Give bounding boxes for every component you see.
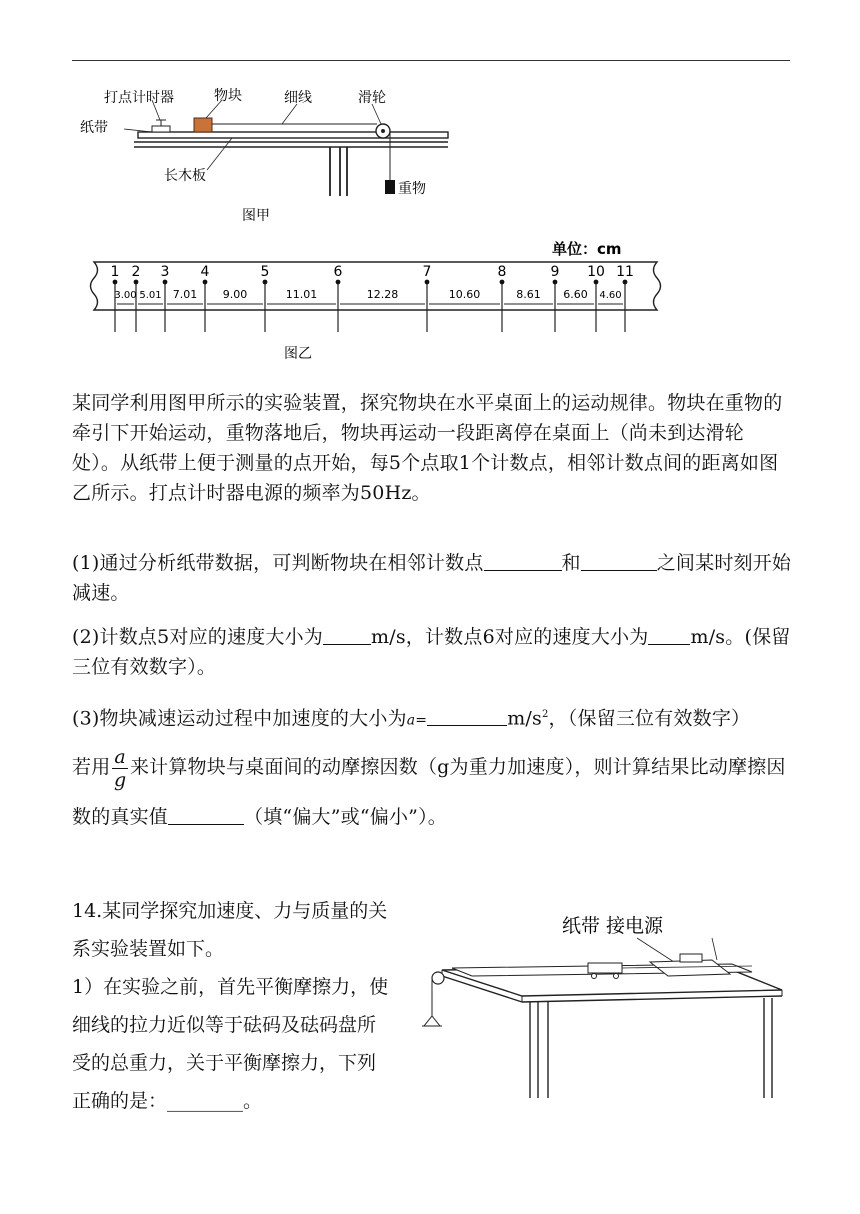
tape-point-number: 5 xyxy=(260,264,270,280)
q3-blank[interactable] xyxy=(427,705,507,726)
label-block: 物块 xyxy=(214,88,242,104)
label-pulley: 滑轮 xyxy=(358,90,386,106)
figure-14 xyxy=(412,900,792,1100)
tape-dot xyxy=(623,280,628,285)
frac-num: a xyxy=(114,745,126,768)
problem13-q4 xyxy=(72,742,792,842)
q2-blank-2[interactable] xyxy=(648,624,690,645)
tape-dot xyxy=(263,280,268,285)
tape-segment-label: 6.60 xyxy=(563,288,588,301)
caption-yi: 图乙 xyxy=(284,346,312,362)
tape-point-number: 2 xyxy=(131,264,141,280)
tape-segment-label: 9.00 xyxy=(222,288,248,301)
q3-text-c: ，（保留三位有效数字） xyxy=(548,707,751,730)
q3-text-a: (3)物块减速运动过程中加速度的大小为 xyxy=(72,707,407,730)
tape-point-number: 6 xyxy=(333,264,343,280)
label-weight: 重物 xyxy=(398,181,426,197)
label-timer: 打点计时器 xyxy=(104,90,174,106)
top-rule xyxy=(72,60,790,61)
figure-yi xyxy=(72,232,672,367)
p14-line2: 系实验装置如下。 xyxy=(72,938,225,960)
tape-segment-label: 7.01 xyxy=(172,288,198,301)
problem13-intro: 某同学利用图甲所示的实验装置，探究物块在水平桌面上的运动规律。物块在重物的牵引下开始运动，重物落地后，物块再运动一段距离停在桌面上（尚未到达滑轮处）。从纸带上便于测量的点开始，每5个点取1个计数点，相邻计数点间的距离如图乙所示。打点计时器电源的频率为50Hz。 xyxy=(72,392,783,504)
q2-blank-1[interactable] xyxy=(323,624,371,645)
tape-segment-label: 12.28 xyxy=(366,288,399,301)
label-board: 长木板 xyxy=(164,168,206,184)
fraction-a-over-g xyxy=(112,746,128,791)
tape-segment-label: 5.01 xyxy=(139,290,162,301)
tape-segment-label: 3.00 xyxy=(114,290,137,301)
tape-dot xyxy=(425,280,430,285)
q1-blank-2[interactable] xyxy=(581,550,657,571)
q3-exp: 2 xyxy=(541,709,549,720)
tape-dot xyxy=(336,280,341,285)
label-tape: 纸带 xyxy=(80,120,108,136)
label-string: 细线 xyxy=(284,90,312,106)
tape-dot xyxy=(500,280,505,285)
tape-segment-label: 10.60 xyxy=(448,288,481,301)
q4-text-a: 若用 xyxy=(72,756,111,778)
p14-line1: 14.某同学探究加速度、力与质量的关 xyxy=(72,900,388,922)
figure-jia xyxy=(72,80,452,230)
tape-dot xyxy=(113,280,118,285)
tape-segment-label: 11.01 xyxy=(285,288,318,301)
problem13-q2 xyxy=(72,622,792,682)
p14-line5: 受的总重力，关于平衡摩擦力，下列 xyxy=(72,1052,377,1074)
p14-line3: 1）在实验之前，首先平衡摩擦力，使 xyxy=(72,976,389,998)
tape-dot xyxy=(203,280,208,285)
q2-text-b: m/s，计数点6对应的速度大小为 xyxy=(371,626,649,648)
q1-blank-1[interactable] xyxy=(484,550,562,571)
tape-dot xyxy=(134,280,139,285)
tape-point-number: 11 xyxy=(616,264,634,280)
tape-point-number: 1 xyxy=(110,264,120,280)
tape-point-number: 8 xyxy=(497,264,507,280)
q1-text-c: 之间某时刻开始减速。 xyxy=(72,552,792,604)
p14-line6: 正确的是：________。 xyxy=(72,1090,263,1112)
q3-unit: m/s xyxy=(507,707,542,730)
unit-label: 单位：cm xyxy=(552,240,622,258)
q4-text-c: （填“偏大”或“偏小”）。 xyxy=(244,806,447,828)
tape-point-number: 10 xyxy=(587,264,605,280)
fig14-label: 纸带 接电源 xyxy=(562,915,664,937)
q1-text-a: (1)通过分析纸带数据，可判断物块在相邻计数点 xyxy=(72,552,484,574)
q3-eq: = xyxy=(415,712,428,729)
tape-dot xyxy=(553,280,558,285)
p14-line4: 细线的拉力近似等于砝码及砝码盘所 xyxy=(72,1014,377,1036)
frac-den: g xyxy=(113,768,127,791)
problem14-text xyxy=(72,892,402,1120)
q4-blank[interactable] xyxy=(168,804,244,825)
q3-var: a xyxy=(406,712,416,729)
tape-point-number: 7 xyxy=(422,264,432,280)
caption-jia: 图甲 xyxy=(242,208,270,224)
q2-text-c: m/s。(保留三位有效数字）。 xyxy=(72,626,791,678)
tape-point-number: 3 xyxy=(160,264,170,280)
tape-segment-label: 8.61 xyxy=(516,288,541,301)
problem13-q1 xyxy=(72,548,792,608)
problem13-q3 xyxy=(72,700,792,735)
tape-dot xyxy=(163,280,168,285)
q2-text-a: (2)计数点5对应的速度大小为 xyxy=(72,626,324,648)
q4-text-b: 来计算物块与桌面间的动摩擦因数（g为重力加速度），则计算结果比动摩擦因数的真实值 xyxy=(72,756,786,828)
q1-text-b: 和 xyxy=(561,552,581,574)
tape-segment-label: 4.60 xyxy=(599,290,622,301)
tape-point-number: 4 xyxy=(200,264,210,280)
tape-dot xyxy=(594,280,599,285)
tape-point-number: 9 xyxy=(550,264,560,280)
